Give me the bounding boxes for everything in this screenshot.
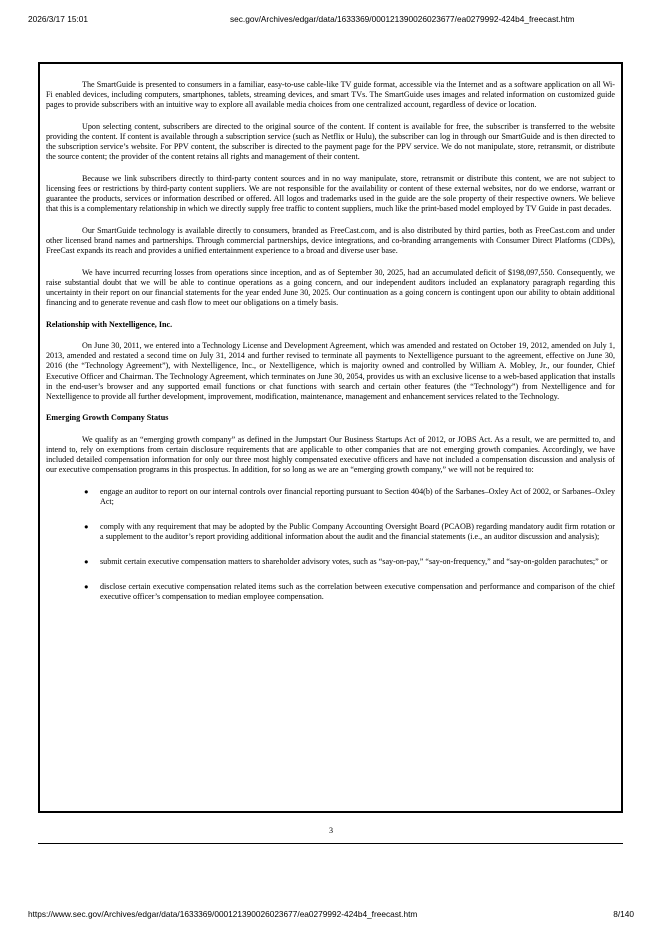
list-item [46, 487, 615, 507]
document-page-frame [38, 62, 623, 813]
document-body [40, 64, 621, 603]
list-item-text: submit certain executive compensation matters to shareholder advisory votes, such as “say-on-pay,” “say-on-frequency,” and “say-on-golden parachutes;” or [100, 557, 608, 567]
egc-exemptions-list [46, 487, 615, 603]
bullet-icon: ● [84, 521, 89, 531]
paragraph-distribution: Our SmartGuide technology is available directly to consumers, branded as FreeCast.com, and is also distributed by third parties, both as FreeCast.com and under other licensed brand names and partnerships. Through commercial partnerships, device integrations, and co-branding arrangements with Consumer Direct Platforms (CDPs), FreeCast expands its reach and provides a unified entertainment experience to a broad and diverse user base. [46, 225, 615, 256]
heading-relationship-nextelligence: Relationship with Nextelligence, Inc. [46, 319, 173, 329]
paragraph-content-selection: Upon selecting content, subscribers are directed to the original source of the content. If content is available for free, the subscriber is transferred to the website providing the content. If content is available through a subscription service (such as Netflix or Hulu), the subscriber can log in through our SmartGuide and is then directed to the subscription service’s website. For PPV content, the subscriber is directed to the payment page for the PPV service. We do not manipulate, store, retransmit, or distribute the source content; the provider of the content retains all rights and management of their content. [46, 121, 615, 162]
print-header [28, 14, 634, 26]
paragraph-smartguide-format: The SmartGuide is presented to consumers in a familiar, easy-to-use cable-like TV guide format, accessible via the Internet and as a software application on all Wi-Fi enabled devices, including computers, smartphones, tablets, streaming devices, and smart TVs. The SmartGuide uses images and related information on customized guide pages to provide subscribers with an intuitive way to explore all available media choices from one centralized account, regardless of device or location. [46, 80, 615, 110]
bullet-icon: ● [84, 582, 89, 592]
print-datetime: 2026/3/17 15:01 [28, 14, 88, 24]
document-page-number: 3 [328, 826, 334, 835]
print-page-title: sec.gov/Archives/edgar/data/1633369/000121390026023677/ea0279992-424b4_freecast.htm [230, 14, 575, 24]
heading-emerging-growth-company: Emerging Growth Company Status [46, 413, 169, 423]
bullet-icon: ● [84, 486, 89, 496]
paragraph-licensing: Because we link subscribers directly to third-party content sources and in no way manipulate, store, retransmit or distribute this content, we are not subject to licensing fees or restrictions by third-party content suppliers. We are not responsible for the availability or content of these external websites, nor do we endorse, warrant or guarantee the products, services or information described or offered. All logos and trademarks used in the guide are the sole property of their respective owners. We believe that this is a complementary relationship in which we directly supply free traffic to content suppliers, much like the print-based model employed by TV Guide in past decades. [46, 173, 615, 214]
paragraph-going-concern: We have incurred recurring losses from operations since inception, and as of September 30, 2025, had an accumulated deficit of $198,097,550. Consequently, we raise substantial doubt that we will be able to continue operations as a going concern, and our independent auditors included an explanatory paragraph regarding this uncertainty in their report on our financial statements for the year ended June 30, 2025. Our continuation as a going concern is contingent upon our ability to obtain additional financing and to generate revenue and cash flow to meet our obligations on a timely basis. [46, 267, 615, 308]
list-item [46, 582, 615, 602]
paragraph-egc-intro: We qualify as an “emerging growth company” as defined in the Jumpstart Our Business Startups Act of 2012, or JOBS Act. As a result, we are permitted to, and intend to, rely on exemptions from certain disclosure requirements that are applicable to other companies that are not emerging growth companies. Accordingly, we have included detailed compensation information for only our three most highly compensated executive officers and have not included a compensation discussion and analysis of our executive compensation programs in this prospectus. In addition, for so long as we are an “emerging growth company,” we will not be required to: [46, 434, 615, 475]
list-item-text: engage an auditor to report on our internal controls over financial reporting pursuant to Section 404(b) of the Sarbanes–Oxley Act of 2002, or Sarbanes–Oxley Act; [100, 486, 615, 506]
paragraph-technology-agreement: On June 30, 2011, we entered into a Technology License and Development Agreement, which was amended and restated on October 19, 2012, amended on July 1, 2013, amended and restated a second time on July 31, 2014 and further revised to terminate all payments to Nextelligence pursuant to the agreement, effective on June 30, 2016 (the “Technology Agreement”), with Nextelligence, Inc., or Nextelligence, which is majority owned and controlled by William A. Mobley, Jr., our founder, Chief Executive Officer and Chairman. The Technology Agreement, which terminates on June 30, 2054, provides us with an exclusive license to a web-based application that installs in the end-user’s browser and any supported email functions or chat functions with search and certain other features (the “Technology”) from Nextelligence and for Nextelligence to provide all further development, improvement, modification, maintenance, management and enhancement services related to the Technology. [46, 340, 615, 401]
print-url: https://www.sec.gov/Archives/edgar/data/1633369/000121390026023677/ea0279992-424b4_freecast.htm [28, 909, 418, 919]
list-item-text: comply with any requirement that may be adopted by the Public Company Accounting Oversight Board (PCAOB) regarding mandatory audit firm rotation or a supplement to the auditor’s report providing additional information about the audit and the financial statements (i.e., an auditor discussion and analysis); [100, 521, 615, 542]
list-item-text: disclose certain executive compensation related items such as the correlation between executive compensation and performance and comparison of the chief executive officer’s compensation to median employee compensation. [100, 582, 615, 602]
print-footer [28, 909, 634, 921]
list-item [46, 557, 615, 567]
list-item [46, 522, 615, 542]
bullet-icon: ● [84, 557, 89, 567]
print-page-indicator: 8/140 [613, 909, 634, 919]
page-divider [38, 843, 623, 844]
